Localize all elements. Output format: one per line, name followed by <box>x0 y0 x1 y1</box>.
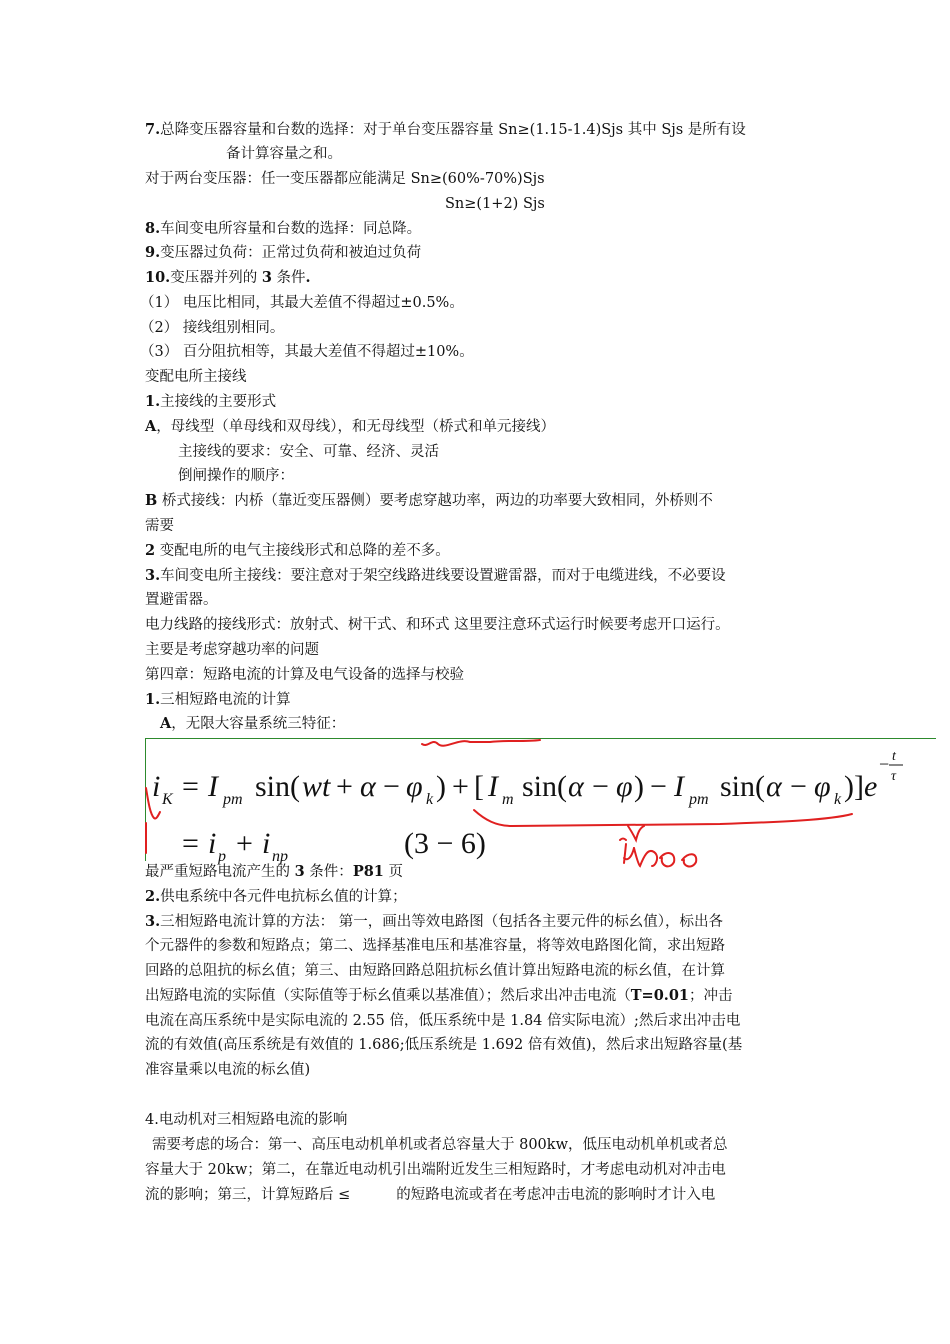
svg-text:i: i <box>262 827 271 860</box>
svg-text:sin(: sin( <box>522 770 567 803</box>
svg-text:pm: pm <box>689 791 709 808</box>
line-3-workshop-cont: 置避雷器。 <box>145 592 218 608</box>
svg-text:sin(: sin( <box>255 770 300 803</box>
line-b-bridge: B 桥式接线：内桥（靠近变压器侧）要考虑穿越功率，两边的功率要大致相同，外桥则不 <box>145 492 713 509</box>
svg-text:I: I <box>208 770 218 803</box>
svg-text:−: − <box>790 770 807 803</box>
svg-text:pm: pm <box>223 791 243 808</box>
line-3-workshop: 3.车间变电所主接线：要注意对于架空线路进线要设置避雷器，而对于电缆进线，不必要设 <box>145 567 726 584</box>
svg-text:−: − <box>879 754 890 774</box>
line-7: 7.总降变压器容量和台数的选择：对于单台变压器容量 Sn≥(1.15-1.4)Sjs 其中 Sjs 是所有设 <box>145 121 746 138</box>
svg-text:[: [ <box>474 770 484 803</box>
svg-text:=: = <box>182 770 199 803</box>
svg-text:(3 − 6): (3 − 6) <box>404 827 486 860</box>
svg-text:τ: τ <box>891 769 897 784</box>
svg-text:+: + <box>336 770 353 803</box>
svg-text:)]: )] <box>844 770 864 803</box>
line-cond-3: （3） 百分阻抗相等，其最大差值不得超过±10%。 <box>140 344 474 360</box>
svg-text:φ: φ <box>814 770 831 803</box>
line-calc-method-2: 个元器件的参数和短路点；第二、选择基准电压和基准容量，将等效电路图化简，求出短路 <box>145 938 725 954</box>
short-circuit-current-formula <box>140 728 940 883</box>
svg-text:p: p <box>218 848 226 865</box>
line-2-substation: 2 变配电所的电气主接线形式和总降的差不多。 <box>145 542 450 559</box>
svg-text:=: = <box>182 827 199 860</box>
svg-text:): ) <box>634 770 644 803</box>
svg-text:α: α <box>568 770 584 803</box>
line-10: 10.变压器并列的 3 条件. <box>145 269 311 286</box>
line-calc-method-7: 准容量乘以电流的标幺值) <box>145 1062 311 1078</box>
section-heading-main-wiring: 变配电所主接线 <box>145 369 247 385</box>
svg-text:−: − <box>383 770 400 803</box>
line-infinite-system: A，无限大容量系统三特征： <box>160 715 346 732</box>
svg-text:−: − <box>650 770 667 803</box>
svg-text:I: I <box>488 770 498 803</box>
svg-text:k: k <box>426 791 434 808</box>
svg-text:i: i <box>208 827 217 860</box>
svg-text:K: K <box>162 791 173 808</box>
svg-text:+: + <box>452 770 469 803</box>
svg-text:−: − <box>592 770 609 803</box>
svg-text:I: I <box>674 770 684 803</box>
line-8: 8.车间变电所容量和台数的选择：同总降。 <box>145 220 422 237</box>
line-7-cont: 备计算容量之和。 <box>226 146 342 162</box>
line-wiring-forms: 电力线路的接线形式：放射式、树干式、和环式 这里要注意环式运行时候要考虑开口运行。 <box>145 617 730 633</box>
line-main-forms: 1.主接线的主要形式 <box>145 393 277 410</box>
line-3phase-calc: 1.三相短路电流的计算 <box>145 691 291 708</box>
line-calc-method-5: 电流在高压系统中是实际电流的 2.55 倍，低压系统中是 1.84 倍实际电流）;然后求出冲击电 <box>145 1013 741 1029</box>
svg-text:+: + <box>236 827 253 860</box>
svg-text:): ) <box>436 770 446 803</box>
line-motor-cases-3: 流的影响；第三，计算短路后 ≤ 的短路电流或者在考虑冲击电流的影响时才计入电 <box>145 1187 716 1203</box>
svg-text:t: t <box>892 749 896 764</box>
svg-text:np: np <box>272 848 288 865</box>
svg-text:wt: wt <box>302 770 331 803</box>
svg-text:φ: φ <box>616 770 633 803</box>
chapter-4-heading: 第四章：短路电流的计算及电气设备的选择与校验 <box>145 667 464 683</box>
line-motor-cases-2: 容量大于 20kw；第二，在靠近电动机引出端附近发生三相短路时，才考虑电动机对冲击电 <box>145 1162 726 1178</box>
svg-text:sin(: sin( <box>720 770 765 803</box>
line-switching-order: 倒闸操作的顺序： <box>178 468 294 484</box>
svg-text:α: α <box>360 770 376 803</box>
line-worst-case-conditions: 最严重短路电流产生的 3 条件：P81 页 <box>145 863 404 880</box>
svg-text:k: k <box>834 791 842 808</box>
line-calc-method: 3.三相短路电流计算的方法： 第一，画出等效电路图（包括各主要元件的标幺值），标出各 <box>145 913 723 930</box>
line-requirements: 主接线的要求：安全、可靠、经济、灵活 <box>178 444 439 460</box>
svg-text:α: α <box>766 770 782 803</box>
line-motor-influence: 4.电动机对三相短路电流的影响 <box>145 1112 348 1128</box>
line-9: 9.变压器过负荷：正常过负荷和被迫过负荷 <box>145 244 422 261</box>
svg-text:m: m <box>502 791 514 808</box>
line-wiring-forms-cont: 主要是考虑穿越功率的问题 <box>145 642 319 658</box>
line-b-bridge-cont: 需要 <box>145 518 174 534</box>
line-sn-formula: Sn≥(1+2) Sjs <box>445 196 545 212</box>
line-cond-1: （1） 电压比相同，其最大差值不得超过±0.5%。 <box>140 295 464 311</box>
line-calc-method-3: 回路的总阻抗的标幺值；第三、由短路回路总阻抗标幺值计算出短路电流的标幺值，在计算 <box>145 963 725 979</box>
line-two-transformers: 对于两台变压器：任一变压器都应能满足 Sn≥(60%-70%)Sjs <box>145 171 545 187</box>
line-a-busbar: A，母线型（单母线和双母线），和无母线型（桥式和单元接线） <box>145 418 556 435</box>
svg-text:e: e <box>864 770 878 803</box>
svg-text:φ: φ <box>406 770 423 803</box>
line-motor-cases-1: 需要考虑的场合：第一、高压电动机单机或者总容量大于 800kw，低压电动机单机或者总 <box>152 1137 728 1153</box>
line-cond-2: （2） 接线组别相同。 <box>140 320 285 336</box>
svg-text:i: i <box>152 770 161 803</box>
line-calc-method-6: 流的有效值(高压系统是有效值的 1.686;低压系统是 1.692 倍有效值)，然后求出短路容量(基 <box>145 1037 743 1053</box>
line-reactance-pu: 2.供电系统中各元件电抗标幺值的计算； <box>145 888 407 905</box>
line-calc-method-4: 出短路电流的实际值（实际值等于标幺值乘以基准值）；然后求出冲击电流（T=0.01；冲击 <box>145 987 733 1004</box>
